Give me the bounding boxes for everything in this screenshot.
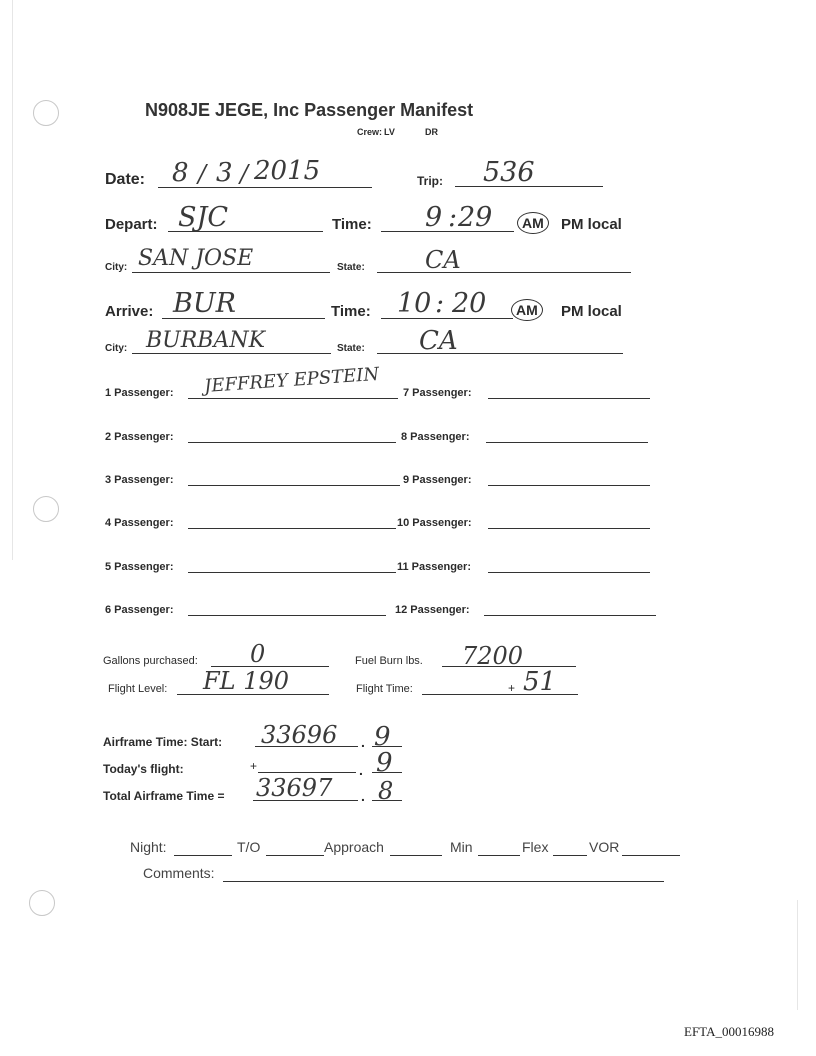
min-line xyxy=(478,855,520,856)
arrive-time-sep: : xyxy=(435,288,445,319)
passenger-6-line xyxy=(188,615,386,616)
binder-hole-middle xyxy=(33,496,59,522)
flex-label: Flex xyxy=(522,839,549,855)
airframe-start-tenth: 9 xyxy=(374,722,391,752)
todays-flight-line xyxy=(258,772,356,773)
date-year: 2015 xyxy=(254,156,321,186)
depart-airport: SJC xyxy=(178,202,228,233)
binder-hole-bottom xyxy=(29,890,55,916)
vor-label: VOR xyxy=(589,839,620,855)
airframe-start-dot: . xyxy=(361,734,365,750)
depart-city: SAN JOSE xyxy=(138,246,254,271)
fuel-burn-label: Fuel Burn lbs. xyxy=(355,655,423,667)
depart-minute: 29 xyxy=(458,202,493,233)
passenger-5-line xyxy=(188,572,396,573)
passenger-6-label: 6 Passenger: xyxy=(105,604,174,616)
depart-time-sep: : xyxy=(448,202,458,233)
depart-am-circled: AM xyxy=(517,212,549,234)
arrive-minute: 20 xyxy=(452,288,487,319)
flight-level-label: Flight Level: xyxy=(108,683,168,695)
fuel-burn-value: 7200 xyxy=(462,642,524,670)
depart-city-line xyxy=(132,272,330,273)
depart-state-label: State: xyxy=(337,262,365,273)
arrive-am-circled: AM xyxy=(511,299,543,321)
depart-time-label: Time: xyxy=(332,216,372,233)
passenger-7-label: 7 Passenger: xyxy=(403,387,472,399)
flight-time-label: Flight Time: xyxy=(356,683,413,695)
gallons-purchased-value: 0 xyxy=(250,640,266,668)
bates-number: EFTA_00016988 xyxy=(684,1024,774,1039)
approach-line xyxy=(390,855,442,856)
passenger-2-line xyxy=(188,442,396,443)
crew-label: Crew: xyxy=(357,127,383,137)
depart-state-line xyxy=(377,272,631,273)
total-airframe-dot: . xyxy=(361,788,365,804)
passenger-9-label: 9 Passenger: xyxy=(403,474,472,486)
vor-line xyxy=(622,855,680,856)
passenger-11-label: 11 Passenger: xyxy=(397,561,471,573)
passenger-3-line xyxy=(188,485,400,486)
airframe-start-whole: 33696 xyxy=(261,721,338,749)
binder-hole-top xyxy=(33,100,59,126)
arrive-city-line xyxy=(132,353,331,354)
page-title: N908JE JEGE, Inc Passenger Manifest xyxy=(145,100,474,120)
arrive-pm-local: PM local xyxy=(561,303,622,320)
flex-line xyxy=(553,855,587,856)
depart-hour: 9 xyxy=(425,202,443,233)
arrive-airport: BUR xyxy=(173,288,236,319)
night-label: Night: xyxy=(130,839,167,855)
page-edge-right xyxy=(797,900,798,1010)
flight-time-plus: + xyxy=(508,681,516,695)
passenger-11-line xyxy=(488,572,650,573)
gallons-purchased-label: Gallons purchased: xyxy=(103,655,198,667)
passenger-7-line xyxy=(488,398,650,399)
passenger-3-label: 3 Passenger: xyxy=(105,474,174,486)
passenger-4-label: 4 Passenger: xyxy=(105,517,174,529)
passenger-10-label: 10 Passenger: xyxy=(397,517,472,529)
passenger-9-line xyxy=(488,485,650,486)
trip-label: Trip: xyxy=(417,174,443,188)
arrive-city: BURBANK xyxy=(146,328,266,353)
trip-number: 536 xyxy=(483,157,535,188)
todays-flight-label: Today's flight: xyxy=(103,762,184,776)
arrive-label: Arrive: xyxy=(105,303,154,320)
airframe-start-label: Airframe Time: Start: xyxy=(103,735,223,749)
arrive-state-line xyxy=(377,353,623,354)
passenger-8-label: 8 Passenger: xyxy=(401,431,470,443)
flight-level-value: FL 190 xyxy=(203,667,290,695)
todays-flight-dot: . xyxy=(359,762,363,778)
arrive-time-label: Time: xyxy=(331,303,371,320)
date-line xyxy=(158,187,372,188)
date-day: 3 xyxy=(216,158,233,188)
total-airframe-label: Total Airframe Time = xyxy=(103,789,225,803)
passenger-12-label: 12 Passenger: xyxy=(395,604,470,616)
date-label: Date: xyxy=(105,171,146,188)
depart-pm-local: PM local xyxy=(561,216,622,233)
total-airframe-tenth: 8 xyxy=(378,777,394,805)
depart-state: CA xyxy=(425,246,461,274)
depart-label: Depart: xyxy=(105,216,158,233)
crew-member-2: DR xyxy=(425,127,438,137)
date-sep-1: / xyxy=(198,160,207,188)
passenger-8-line xyxy=(486,442,648,443)
crew-member-1: LV xyxy=(384,127,395,137)
passenger-2-label: 2 Passenger: xyxy=(105,431,174,443)
arrive-hour: 10 xyxy=(397,288,432,319)
min-label: Min xyxy=(450,839,473,855)
takeoff-label: T/O xyxy=(237,839,261,855)
passenger-1-line xyxy=(188,398,398,399)
page-edge xyxy=(12,0,13,560)
passenger-10-line xyxy=(488,528,650,529)
arrive-city-label: City: xyxy=(105,343,128,354)
comments-label: Comments: xyxy=(143,865,215,881)
passenger-1-label: 1 Passenger: xyxy=(105,387,174,399)
date-sep-2: / xyxy=(240,160,249,188)
todays-flight-plus: + xyxy=(250,759,258,773)
flight-time-value: 51 xyxy=(523,667,557,697)
passenger-1-name: JEFFREY EPSTEIN xyxy=(203,363,380,397)
approach-label: Approach xyxy=(324,839,384,855)
date-month: 8 xyxy=(172,158,189,188)
depart-city-label: City: xyxy=(105,262,128,273)
arrive-state-label: State: xyxy=(337,343,365,354)
passenger-4-line xyxy=(188,528,396,529)
comments-line xyxy=(223,881,664,882)
arrive-state: CA xyxy=(419,326,458,356)
takeoff-line xyxy=(266,855,324,856)
todays-flight-tenth: 9 xyxy=(376,748,393,778)
passenger-12-line xyxy=(484,615,656,616)
passenger-5-label: 5 Passenger: xyxy=(105,561,174,573)
total-airframe-whole: 33697 xyxy=(256,774,333,802)
night-line xyxy=(174,855,232,856)
